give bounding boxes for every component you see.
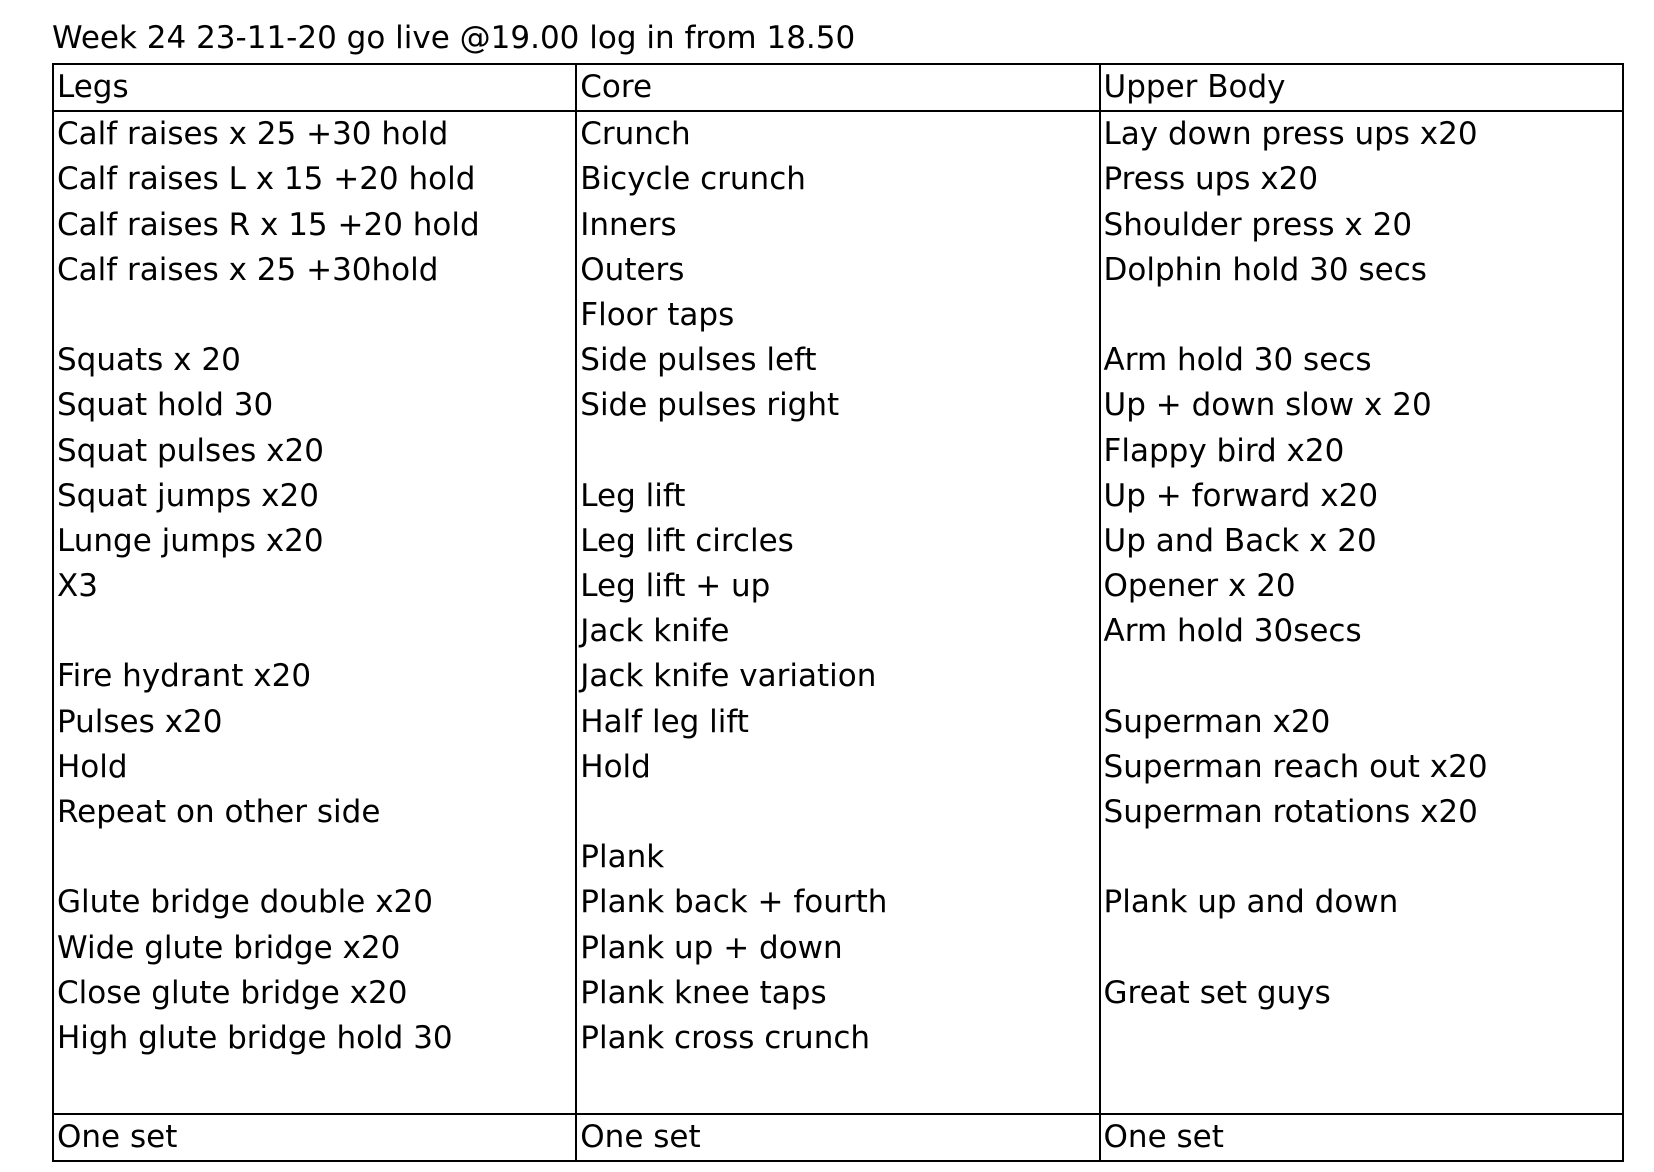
exercise-item: Opener x 20 bbox=[1103, 568, 1296, 605]
exercise-item: High glute bridge hold 30 bbox=[57, 1019, 453, 1056]
blank-line bbox=[57, 609, 575, 654]
legs-footer: One set bbox=[53, 1114, 576, 1161]
exercise-item: Squats x 20 bbox=[57, 342, 241, 379]
exercise-item: Jack knife bbox=[580, 613, 730, 650]
exercise-item: Calf raises x 25 +30hold bbox=[57, 251, 439, 288]
exercise-item: Crunch bbox=[580, 116, 691, 153]
exercise-item: Plank bbox=[580, 839, 665, 876]
exercise-item: Plank up and down bbox=[1103, 884, 1399, 921]
exercise-item: Bicycle crunch bbox=[580, 161, 806, 198]
table-header-row bbox=[53, 64, 1623, 111]
exercise-item: Superman reach out x20 bbox=[1103, 748, 1488, 785]
exercise-item: Close glute bridge x20 bbox=[57, 974, 408, 1011]
blank-line bbox=[580, 429, 1098, 474]
exercise-item: Arm hold 30secs bbox=[1103, 613, 1362, 650]
exercise-item: Glute bridge double x20 bbox=[57, 884, 433, 921]
upper-body-exercise-list bbox=[1100, 111, 1623, 1114]
exercise-item: Plank knee taps bbox=[580, 974, 827, 1011]
exercise-item: Jack knife variation bbox=[580, 658, 877, 695]
exercise-item: Superman rotations x20 bbox=[1103, 794, 1478, 831]
exercise-item: Lay down press ups x20 bbox=[1103, 116, 1478, 153]
blank-line bbox=[1104, 293, 1622, 338]
exercise-item: Wide glute bridge x20 bbox=[57, 929, 401, 966]
exercise-item: Squat pulses x20 bbox=[57, 432, 324, 469]
exercise-item: Shoulder press x 20 bbox=[1103, 206, 1413, 243]
exercise-item: Great set guys bbox=[1103, 974, 1331, 1011]
exercise-item: Fire hydrant x20 bbox=[57, 658, 312, 695]
exercise-item: Flappy bird x20 bbox=[1103, 432, 1345, 469]
exercise-item: Side pulses left bbox=[580, 342, 817, 379]
column-header-legs: Legs bbox=[53, 64, 576, 111]
exercise-item: Press ups x20 bbox=[1103, 161, 1319, 198]
exercise-item: Pulses x20 bbox=[57, 703, 223, 740]
table-body-row bbox=[53, 111, 1623, 1114]
blank-line bbox=[57, 293, 575, 338]
exercise-item: Repeat on other side bbox=[57, 794, 381, 831]
exercise-item: Hold bbox=[580, 748, 651, 785]
exercise-item: Superman x20 bbox=[1103, 703, 1331, 740]
blank-line bbox=[580, 790, 1098, 835]
exercise-item: Side pulses right bbox=[580, 387, 840, 424]
table-footer-row bbox=[53, 1114, 1623, 1161]
exercise-item: Up and Back x 20 bbox=[1103, 522, 1377, 559]
exercise-item: Arm hold 30 secs bbox=[1103, 342, 1372, 379]
workout-table bbox=[52, 63, 1624, 1162]
column-header-core: Core bbox=[576, 64, 1099, 111]
core-footer: One set bbox=[576, 1114, 1099, 1161]
column-header-upper-body: Upper Body bbox=[1100, 64, 1623, 111]
exercise-item: Half leg lift bbox=[580, 703, 749, 740]
page-title: Week 24 23-11-20 go live @19.00 log in from 18.50 bbox=[52, 20, 856, 56]
exercise-item: Inners bbox=[580, 206, 677, 243]
blank-line bbox=[1104, 835, 1622, 880]
exercise-item: Dolphin hold 30 secs bbox=[1103, 251, 1427, 288]
exercise-item: Plank up + down bbox=[580, 929, 843, 966]
exercise-item: Up + down slow x 20 bbox=[1103, 387, 1432, 424]
exercise-item: Lunge jumps x20 bbox=[57, 522, 324, 559]
exercise-item: Plank back + fourth bbox=[580, 884, 888, 921]
exercise-item: Leg lift bbox=[580, 477, 686, 514]
blank-line bbox=[1104, 926, 1622, 971]
exercise-item: Calf raises x 25 +30 hold bbox=[57, 116, 449, 153]
legs-exercise-list bbox=[53, 111, 576, 1114]
exercise-item: Leg lift circles bbox=[580, 522, 794, 559]
exercise-item: Floor taps bbox=[580, 296, 735, 333]
exercise-item: Calf raises R x 15 +20 hold bbox=[57, 206, 480, 243]
exercise-item: X3 bbox=[57, 568, 98, 605]
exercise-item: Up + forward x20 bbox=[1103, 477, 1379, 514]
exercise-item: Leg lift + up bbox=[580, 568, 771, 605]
upper-body-footer: One set bbox=[1100, 1114, 1623, 1161]
exercise-item: Plank cross crunch bbox=[580, 1019, 871, 1056]
blank-line bbox=[57, 835, 575, 880]
exercise-item: Calf raises L x 15 +20 hold bbox=[57, 161, 476, 198]
exercise-item: Outers bbox=[580, 251, 685, 288]
exercise-item: Hold bbox=[57, 748, 128, 785]
core-exercise-list bbox=[576, 111, 1099, 1114]
blank-line bbox=[1104, 654, 1622, 699]
exercise-item: Squat hold 30 bbox=[57, 387, 274, 424]
exercise-item: Squat jumps x20 bbox=[57, 477, 319, 514]
blank-line bbox=[1104, 1016, 1622, 1061]
